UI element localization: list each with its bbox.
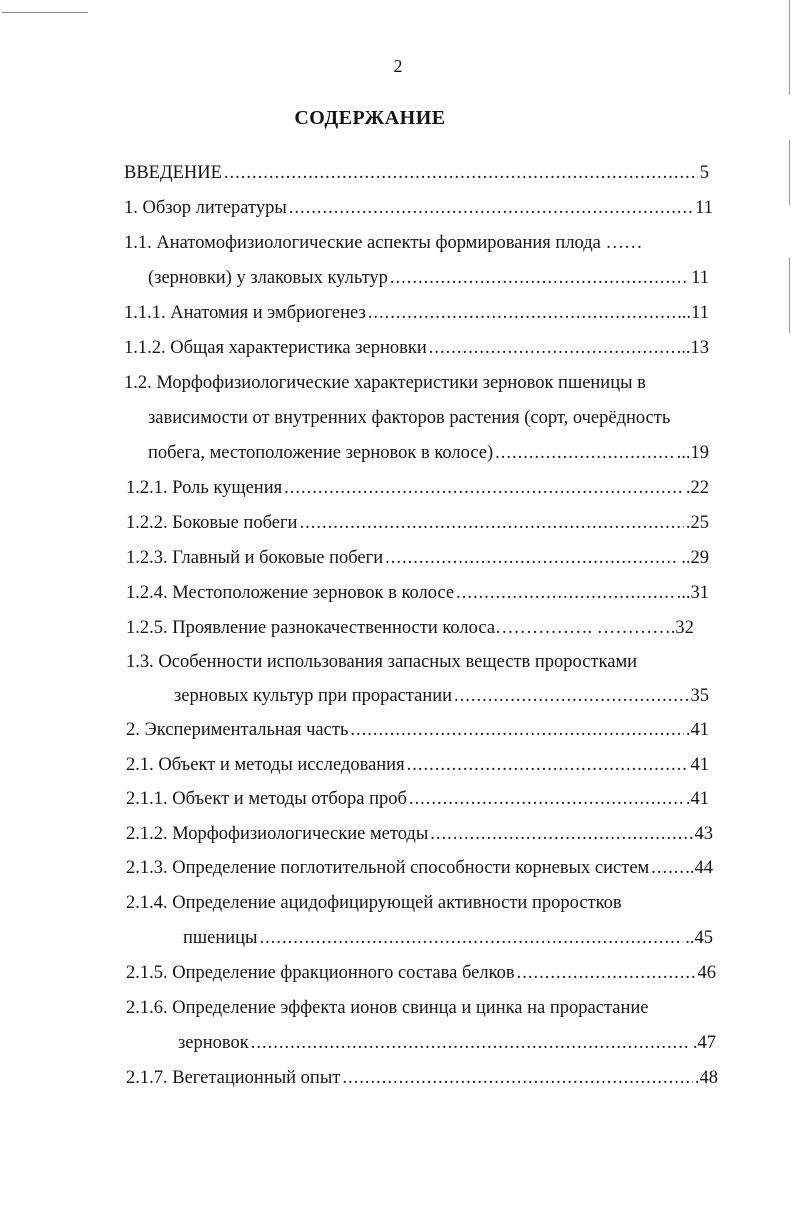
toc-entry: 1.2. Морфофизиологические характеристики зерновок пшеницы в <box>124 373 646 393</box>
toc-entry: 2.1.5. Определение фракционного состава белков ..... 46 <box>126 963 716 989</box>
page-title: СОДЕРЖАНИЕ <box>294 107 446 129</box>
toc-entry: 2.1.7. Вегетационный опыт ..... .48 <box>126 1068 718 1094</box>
toc-entry: 1.2.5. Проявление разнокачественности колоса……………. ………….32 <box>126 618 694 638</box>
toc-entry: 2.1.6. Определение эффекта ионов свинца и цинка на прорастание <box>126 998 649 1018</box>
toc-entry: 2.1.2. Морфофизиологические методы ..... 43 <box>126 824 713 850</box>
toc-entry: 1.2.1. Роль кущения ..... .22 <box>126 478 709 504</box>
toc-entry: 1.2.4. Местоположение зерновок в колосе ..... ...31 <box>126 583 709 609</box>
toc-entry: ВВЕДЕНИЕ ..... 5 <box>124 163 709 189</box>
toc-entry: 1.1.2. Общая характеристика зерновки ..... ...13 <box>124 338 709 364</box>
toc-entry: 2.1.3. Определение поглотительной способности корневых систем ..... ..44 <box>126 858 713 884</box>
toc-entry: зерновых культур при прорастании ..... 35 <box>174 686 709 712</box>
toc-entry: побега, местоположение зерновок в колосе) ..... ...19 <box>148 443 709 469</box>
toc-entry: 1.1.1. Анатомия и эмбриогенез ..... ...11 <box>124 303 709 329</box>
toc-entry: 1. Обзор литературы ..... 11 <box>124 198 713 224</box>
toc-entry: (зерновки) у злаковых культур ..... 11 <box>148 268 709 294</box>
toc-entry: 2. Экспериментальная часть ..... .41 <box>126 720 709 746</box>
toc-entry: пшеницы ..... ..45 <box>183 928 713 954</box>
toc-entry: 1.2.2. Боковые побеги ..... .25 <box>126 513 709 539</box>
page-number: 2 <box>393 56 403 76</box>
toc-entry: 2.1.1. Объект и методы отбора проб ..... .41 <box>126 789 709 815</box>
toc-entry: 1.2.3. Главный и боковые побеги ..... ..29 <box>126 548 709 574</box>
toc-entry: 2.1. Объект и методы исследования ..... 41 <box>126 755 709 781</box>
toc-entry: 1.3. Особенности использования запасных веществ проростками <box>126 652 638 672</box>
toc-entry: 2.1.4. Определение ацидофицирующей активности проростков <box>126 893 622 913</box>
toc-entry: 1.1. Анатомофизиологические аспекты формирования плода …… <box>124 233 643 253</box>
toc-entry: зерновок ..... .47 <box>178 1033 716 1059</box>
toc-entry: зависимости от внутренних факторов растения (сорт, очерёдность <box>148 408 671 428</box>
